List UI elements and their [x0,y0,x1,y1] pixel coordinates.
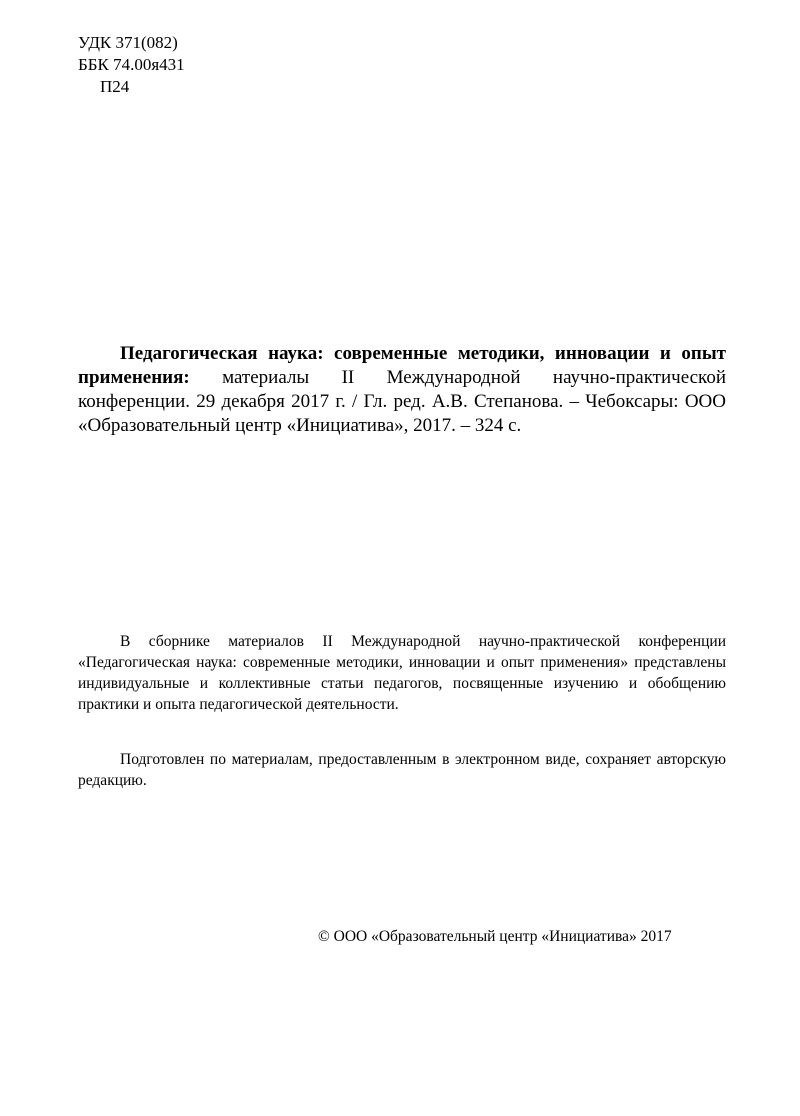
book-title: Педагогическая наука: современные методики, инновации и опыт применения: [78,343,726,388]
book-description: материалы II Международной научно-практической конференции. 29 декабря 2017 г. / Гл. ред. А.В. Степанова. – Чебоксары: ООО «Образовательный центр «Инициатива», 2017. – 324 с. [78,367,726,436]
bbk-code: ББК 74.00я431 [78,55,185,74]
copyright-line: © ООО «Образовательный центр «Инициатива» 2017 [318,928,672,945]
udk-code: УДК 371(082) [78,33,178,52]
preparation-note: Подготовлен по материалам, предоставленным в электронном виде, сохраняет авторскую редакцию. [78,751,726,789]
classification-codes [78,32,185,98]
bibliographic-record [78,342,726,438]
author-mark: П24 [100,77,130,96]
annotation-paragraph: В сборнике материалов II Международной научно-практической конференции «Педагогическая наука: современные методики, инновации и опыт применения» представлены индивидуальные и коллективные статьи педагогов, посвященные изучению и обобщению практики и опыта педагогической деятельности. [78,633,726,713]
